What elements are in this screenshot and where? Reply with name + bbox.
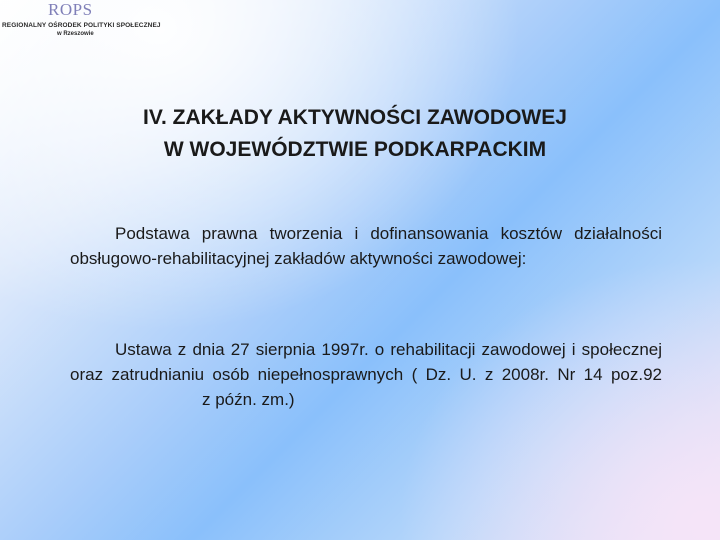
act-reference-paragraph xyxy=(70,337,662,412)
act-amendment-note: z późn. zm.) xyxy=(202,390,295,409)
act-reference-text: Ustawa z dnia 27 sierpnia 1997r. o rehabilitacji zawodowej i społecznej oraz zatrudnianiu osób niepełnosprawnych ( Dz. U. z 2008r. Nr 14 poz.92 xyxy=(70,340,662,384)
slide-title-line-2: W WOJEWÓDZTWIE PODKARPACKIM xyxy=(163,138,547,161)
logo-organization-name: REGIONALNY OŚRODEK POLITYKI SPOŁECZNEJ xyxy=(2,22,161,29)
slide-title-line-1: IV. ZAKŁADY AKTYWNOŚCI ZAWODOWEJ xyxy=(143,106,567,129)
logo-mark: ROPS xyxy=(48,0,93,19)
logo-location: w Rzeszowie xyxy=(57,31,94,37)
legal-basis-paragraph: Podstawa prawna tworzenia i dofinansowania kosztów działalności obsługowo-rehabilitacyjnej zakładów aktywności zawodowej: xyxy=(70,224,662,268)
slide-title xyxy=(0,102,710,166)
rops-logo xyxy=(0,0,190,44)
